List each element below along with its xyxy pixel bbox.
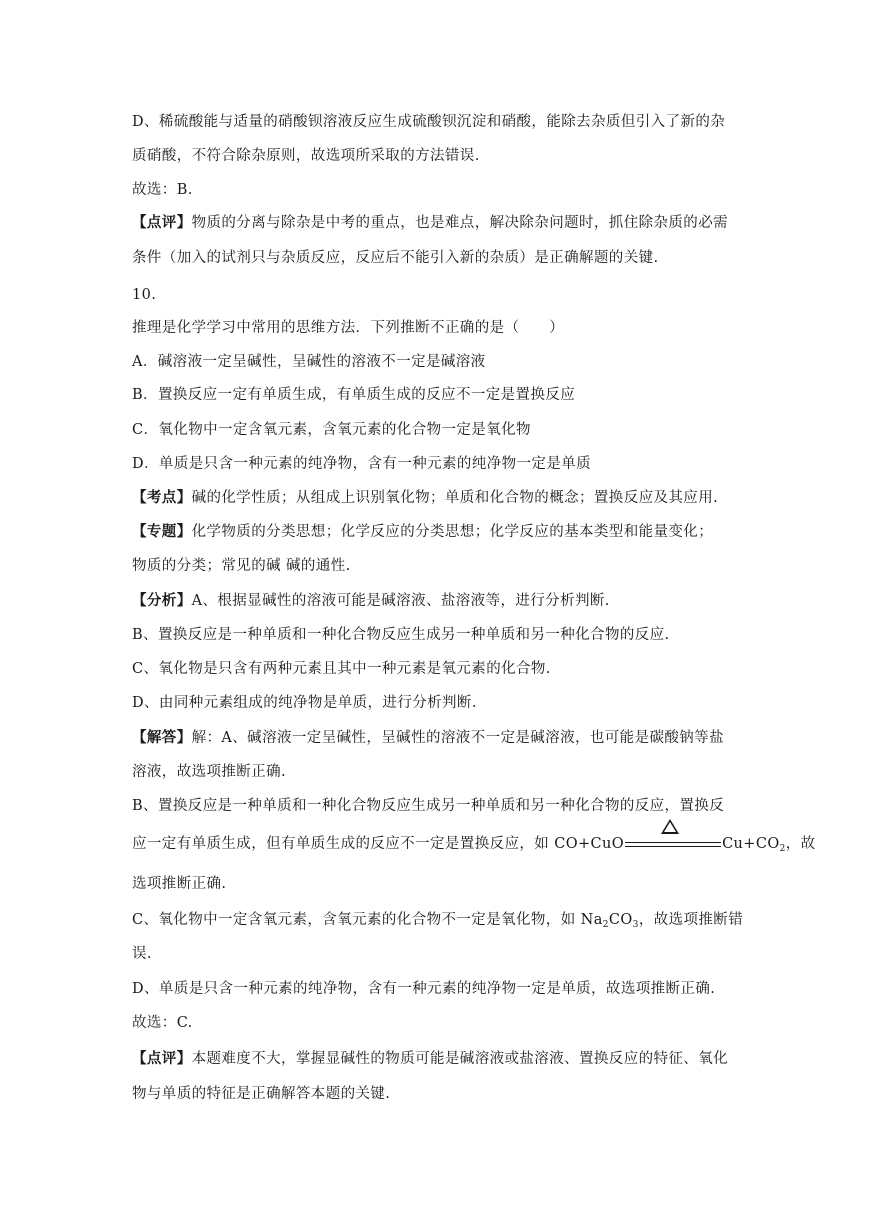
zhuanti-line: 【专题】化学物质的分类思想；化学反应的分类思想；化学反应的基本类型和能量变化；	[132, 523, 714, 540]
text-line: 物质的分类；常见的碱 碱的通性.	[132, 558, 351, 574]
option-a: A．碱溶液一定呈碱性，呈碱性的溶液不一定是碱溶液	[132, 354, 486, 370]
jieda-line: 【解答】解：A、碱溶液一定呈碱性，呈碱性的溶液不一定是碱溶液，也可能是碳酸钠等盐	[132, 729, 724, 746]
comment-line: 【点评】物质的分离与除杂是中考的重点，也是难点，解决除杂问题时，抓住除杂质的必需	[132, 214, 729, 231]
section-label: 【点评】	[132, 1050, 192, 1067]
question-number: 10.	[132, 287, 157, 303]
option-c: C．氧化物中一定含氧元素，含氧元素的化合物一定是氧化物	[132, 422, 531, 438]
section-label: 【分析】	[132, 592, 192, 609]
text-line: 故选：B.	[132, 182, 193, 198]
fenxi-line: 【分析】A、根据显碱性的溶液可能是碱溶液、盐溶液等，进行分析判断.	[132, 592, 610, 609]
option-d: D．单质是只含一种元素的纯净物，含有一种元素的纯净物一定是单质	[132, 456, 592, 472]
text-line: D、单质是只含一种元素的纯净物，含有一种元素的纯净物一定是单质，故选项推断正确.	[132, 981, 716, 997]
section-label: 【点评】	[132, 214, 192, 231]
text-line: B、置换反应是一种单质和一种化合物反应生成另一种单质和另一种化合物的反应.	[132, 627, 670, 643]
text-line: 条件（加入的试剂只与杂质反应，反应后不能引入新的杂质）是正确解题的关键.	[132, 250, 659, 266]
text-line: 故选：C.	[132, 1015, 193, 1031]
option-b: B．置换反应一定有单质生成，有单质生成的反应不一定是置换反应	[132, 387, 576, 403]
text-line: 选项推断正确.	[132, 876, 227, 892]
triangle-icon	[661, 819, 679, 834]
section-label: 【解答】	[132, 729, 192, 746]
section-label: 【考点】	[132, 489, 192, 506]
text-line: D、稀硫酸能与适量的硝酸钡溶液反应生成硫酸钡沉淀和硝酸，能除去杂质但引入了新的杂	[132, 114, 726, 130]
text-line: 物与单质的特征是正确解答本题的关键.	[132, 1086, 391, 1102]
text-line: 溶液，故选项推断正确.	[132, 764, 287, 780]
question-stem: 推理是化学学习中常用的思维方法．下列推断不正确的是（ ）	[132, 320, 565, 336]
text-line: D、由同种元素组成的纯净物是单质，进行分析判断.	[132, 695, 477, 711]
equation-line: 应一定有单质生成，但有单质生成的反应不一定是置换反应，如 CO+CuO $Cu+CO_2$，故	[132, 834, 816, 859]
section-label: 【专题】	[132, 523, 192, 540]
text-line: 质硝酸，不符合除杂原则，故选项所采取的方法错误.	[132, 148, 480, 164]
text-line: B、置换反应是一种单质和一种化合物反应生成另一种单质和另一种化合物的反应，置换反	[132, 798, 725, 814]
text-line: C、氧化物中一定含氧元素，含氧元素的化合物不一定是氧化物，如 $Na_2CO_3$，故选项推断错	[132, 912, 744, 930]
text-line: 误.	[132, 946, 152, 962]
dianping-line: 【点评】本题难度不大，掌握显碱性的物质可能是碱溶液或盐溶液、置换反应的特征、氧化	[132, 1050, 729, 1067]
text-line: C、氧化物是只含有两种元素且其中一种元素是氧元素的化合物.	[132, 661, 551, 677]
heating-equals-sign	[625, 837, 721, 851]
kaodian-line: 【考点】碱的化学性质；从组成上识别氧化物；单质和化合物的概念；置换反应及其应用.	[132, 489, 719, 506]
